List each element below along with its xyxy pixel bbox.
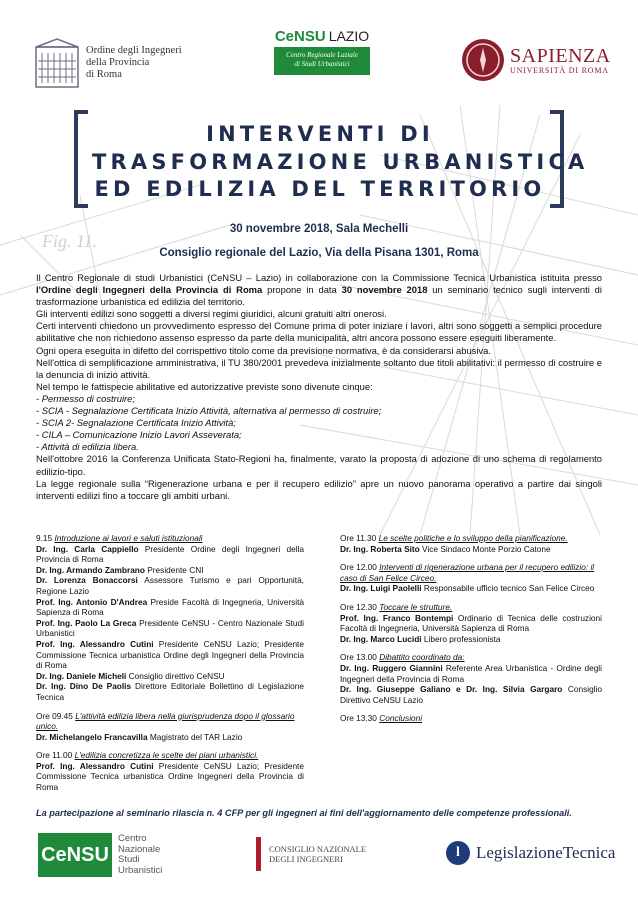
program-slot-heading: [36, 533, 304, 544]
intro-paragraph: Il Centro Regionale di studi Urbanistici (CeNSU – Lazio) in collaborazione con la Commissione Tecnica Urbanistica istituita presso l'Ordine degli Ingegneri della Provincia di Roma propone in data 30 novembre 2018 un seminario tecnico sugli interventi di trasformazione urbanistica ed edilizia del territorio.: [36, 272, 602, 308]
permit-list-item: - CILA – Comunicazione Inizio Lavori Asseverata;: [36, 429, 242, 441]
intro-paragraph: La legge regionale sulla “Rigenerazione urbana e per il recupero edilizio” apre un nuovo panorama operativo a partire dai singoli interventi edilizi fino a toccare gli ambiti urbani.: [36, 477, 602, 501]
ordine-ingegneri-logo: [34, 28, 209, 98]
speaker-role: Presidente Ordine degli Ingegneri della Provincia di Roma: [36, 543, 304, 565]
intro-paragraph: Nel tempo le fattispecie abilitative ed autorizzative previste sono divenute cinque:: [36, 380, 373, 392]
building-icon: [34, 37, 80, 89]
program-slot: [36, 750, 304, 792]
cni-bar-icon: [256, 837, 261, 871]
permit-list-item: - SCIA - Segnalazione Certificata Inizio Attività, alternativa al permesso di costruire;: [36, 405, 382, 417]
program-time: Ore 13.30: [340, 713, 377, 724]
speaker-name: Dr. Ing. Dino De Paolis: [36, 681, 132, 692]
censu-lazio-label: LAZIO: [328, 28, 370, 44]
program-left-column: [36, 533, 304, 801]
title-line-2: TRASFORMAZIONE URBANISTICA: [92, 149, 589, 174]
legislazione-tecnica-icon: l: [446, 841, 470, 865]
program-slot-heading: [36, 750, 304, 761]
intro-paragraph: Nell'ottica di semplificazione amministrativa, il TU 380/2001 prevedeva inizialmente soltanto due titoli abilitativi: il permesso di costruire e la denuncia di inizio attività.: [36, 356, 602, 380]
censu-lazio-subtitle: Centro Regionale Laziale di Studi Urbanistici: [274, 47, 370, 75]
censu-footer-wordmark: CeNSU: [38, 833, 112, 877]
program-speaker: [36, 597, 304, 618]
speaker-role: Vice Sindaco Monte Porzio Catone: [419, 543, 551, 554]
permit-list-item: - Permesso di costruire;: [36, 392, 135, 404]
title-line-1: INTERVENTI DI: [206, 122, 434, 146]
program-slot-heading: [36, 711, 304, 732]
intro-paragraph: Certi interventi chiedono un provvedimento espresso del Comune prima di poter iniziare i lavori, altri sono soggetti a semplici procedure abilitative che non richiedono assenso espresso da parte della municipalità, altri ancora possono essere eseguiti liberamente.: [36, 320, 602, 344]
program-slot-heading: [340, 562, 602, 583]
speaker-name: Dr. Ing. Carla Cappiello: [36, 543, 139, 554]
speaker-name: Dr. Ing. Marco Lucidi: [340, 633, 422, 644]
speaker-role: Libero professionista: [421, 633, 501, 644]
program-speaker: [340, 583, 602, 594]
speaker-role: Consiglio direttivo CeNSU: [126, 670, 225, 681]
speaker-name: Prof. Ing. Paolo La Greca: [36, 617, 137, 628]
program-speaker: [340, 663, 602, 684]
permit-list-item: - SCIA 2- Segnalazione Certificata Inizio Attività;: [36, 417, 236, 429]
program-time: Ore 12.00: [340, 562, 377, 573]
program-speaker: [36, 681, 304, 702]
sapienza-name: SAPIENZA: [510, 44, 611, 67]
speaker-role: Responsabile ufficio tecnico San Felice Circeo: [421, 583, 595, 594]
program-time: Ore 09.45: [36, 710, 73, 721]
program-time: Ore 11.00: [36, 750, 73, 761]
legislazione-tecnica-name: LegislazioneTecnica: [476, 843, 616, 862]
permit-list-item: - Attività di edilizia libera.: [36, 441, 139, 453]
program-slot: [340, 713, 602, 724]
censu-footer-text: Centro Nazionale Studi Urbanistici: [118, 833, 163, 876]
speaker-role: Presidente CeNSU Lazio; Presidente Commissione Tecnica urbanistica Ordine degli Ingegneri della Provincia di Roma: [36, 638, 304, 671]
speaker-name: Dr. Ing. Giuseppe Galiano e Dr. Ing. Silvia Gargaro: [340, 684, 563, 695]
program-topic: Conclusioni: [379, 713, 423, 724]
speaker-role: Referente Area Urbanistica - Ordine degli Ingegneri della Provincia di Roma: [340, 662, 602, 684]
intro-text: [36, 272, 602, 502]
program-speaker: [36, 761, 304, 793]
program-speaker: [36, 671, 304, 682]
program-slot-heading: [340, 602, 602, 613]
program-right-column: [340, 533, 602, 732]
speaker-name: Dr. Michelangelo Francavilla: [36, 731, 148, 742]
speaker-name: Prof. Ing. Franco Bontempi: [340, 612, 454, 623]
program-topic: Interventi di rigenerazione urbana per il recupero edilizio: il caso di San Felice Circeo.: [340, 562, 595, 583]
program-speaker: [36, 544, 304, 565]
program-slot-heading: [340, 713, 602, 724]
program-speaker: [340, 634, 602, 645]
program-speaker: [340, 684, 602, 705]
title-bracket-left: [74, 110, 88, 208]
program-time: Ore 12.30: [340, 601, 377, 612]
speaker-role: Preside Facoltà di Ingegneria, Università Sapienza di Roma: [36, 596, 304, 618]
ordine-logo-text: Ordine degli Ingegneri della Provincia di Roma: [86, 45, 182, 80]
program-time: 9.15: [36, 533, 53, 543]
program-slot: [36, 711, 304, 743]
program-slot: [340, 652, 602, 705]
sapienza-seal-icon: [462, 39, 504, 81]
cni-text: CONSIGLIO NAZIONALE DEGLI INGEGNERI: [269, 844, 367, 864]
program-slot-heading: [340, 652, 602, 663]
speaker-role: Presidente CNI: [144, 564, 204, 575]
speaker-name: Prof. Ing. Antonio D'Andrea: [36, 596, 148, 607]
speaker-role: Presidente CeNSU Lazio; Presidente Commissione Tecnica urbanistica Ordine Ingegneri della Provincia di Roma: [36, 760, 304, 793]
program-topic: Le scelte politiche e lo sviluppo della pianificazione.: [378, 533, 568, 543]
program-speaker: [36, 565, 304, 576]
program-speaker: [36, 732, 304, 743]
program-speaker: [340, 544, 602, 555]
speaker-role: Assessore Turismo e pari Opportunità, Regione Lazio: [36, 575, 304, 596]
speaker-name: Prof. Ing. Alessandro Cutini: [36, 638, 154, 649]
intro-paragraph: Nell'ottobre 2016 la Conferenza Unificata Stato-Regioni ha, finalmente, varato la proposta di adozione di uno schema di regolamento edilizio-tipo.: [36, 453, 602, 477]
sketch-figure-label: Fig. 11.: [42, 231, 98, 251]
intro-paragraph: Gli interventi edilizi sono soggetti a diversi regimi giuridici, alcuni gratuiti altri onerosi.: [36, 308, 387, 320]
program-speaker: [36, 618, 304, 639]
censu-footer-logo: [38, 832, 198, 878]
program-topic: Toccare le strutture.: [379, 601, 453, 612]
program-topic: Introduzione ai lavori e saluti istituzionali: [54, 533, 203, 543]
speaker-role: Consiglio Direttivo CeNSU Lazio: [340, 684, 602, 705]
event-date: 30 novembre 2018, Sala Mechelli: [229, 223, 409, 235]
program-time: Ore 13.00: [340, 652, 377, 663]
program-speaker: [36, 639, 304, 671]
program-slot: [340, 602, 602, 644]
program-slot: [340, 533, 602, 554]
speaker-name: Dr. Ing. Ruggero Giannini: [340, 662, 443, 673]
speaker-name: Dr. Lorenza Bonaccorsi: [36, 575, 138, 586]
speaker-role: Presidente CeNSU - Centro Nazionale Studi Urbanistici: [36, 617, 304, 639]
program-time: Ore 11.30: [340, 533, 377, 543]
program-slot-heading: [340, 533, 602, 544]
program-topic: Dibattito coordinato da:: [379, 652, 465, 663]
cni-logo: [256, 836, 406, 872]
censu-lazio-logo: [272, 28, 372, 98]
speaker-name: Dr. Ing. Daniele Micheli: [36, 670, 127, 681]
program-topic: L'edilizia concretizza le scelte dei piani urbanistici.: [74, 750, 259, 761]
program-speaker: [340, 613, 602, 634]
program-topic: L'attività edilizia libera nella giurisprudenza dopo il glossario unico.: [36, 710, 295, 732]
speaker-name: Dr. Ing. Armando Zambrano: [36, 564, 145, 575]
intro-paragraph: Ogni opera eseguita in difetto del corrispettivo titolo come da previsione normativa, è da considerarsi abusiva.: [36, 344, 491, 356]
cfp-note: La partecipazione al seminario rilascia n. 4 CFP per gli ingegneri ai fini dell'aggiornamento delle competenze professionali.: [36, 808, 572, 818]
sapienza-university: UNIVERSITÀ DI ROMA: [510, 65, 609, 75]
speaker-name: Dr. Ing. Luigi Paolelli: [340, 583, 422, 594]
speaker-role: Magistrato del TAR Lazio: [147, 731, 243, 742]
program-slot: [36, 533, 304, 703]
program-slot: [340, 562, 602, 594]
speaker-name: Prof. Ing. Alessandro Cutini: [36, 760, 154, 771]
speaker-role: Ordinario di Tecnica delle costruzioni Facoltà di Ingegneria, Università Sapienza di Roma: [340, 612, 602, 634]
censu-logo-wordmark: CeNSU: [274, 28, 326, 45]
sapienza-logo: [462, 34, 612, 86]
title-line-3: ED EDILIZIA DEL TERRITORIO: [94, 177, 546, 201]
speaker-name: Dr. Ing. Roberta Sito: [340, 543, 420, 554]
legislazione-tecnica-logo: [446, 836, 616, 870]
program-speaker: [36, 575, 304, 596]
event-title: [92, 121, 589, 204]
speaker-role: Direttore Editoriale Bollettino di Legislazione Tecnica: [36, 681, 304, 702]
event-venue: Consiglio regionale del Lazio, Via della Pisana 1301, Roma: [159, 247, 479, 259]
